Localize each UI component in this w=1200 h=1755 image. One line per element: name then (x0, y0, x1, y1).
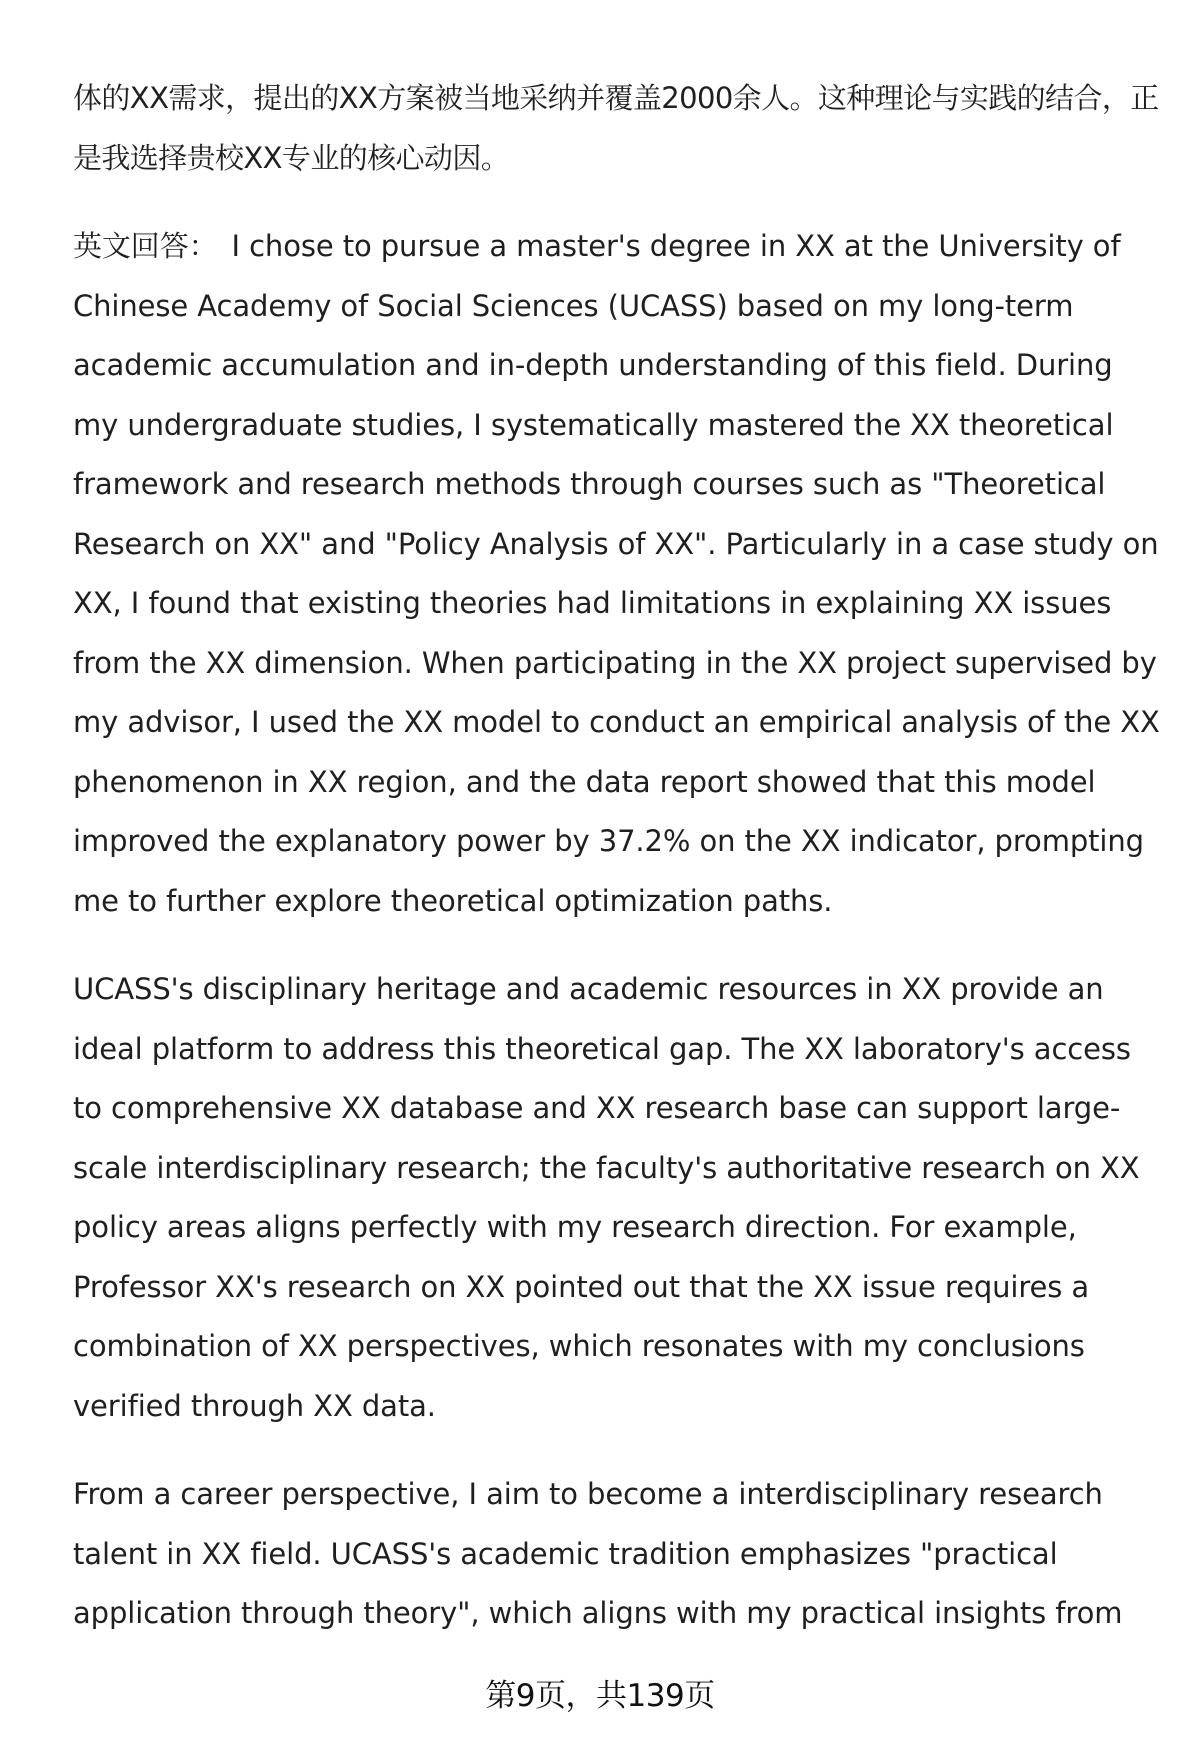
paragraph-4-text: From a career perspective, I aim to become a interdisciplinary research talent in XX field. UCASS's academic tradition emphasizes "practical application through theory", which aligns with my practical insights from (73, 1477, 1123, 1630)
paragraph-3 (73, 960, 1163, 1436)
paragraph-2-lead: 英文回答： (73, 229, 218, 263)
document-body (73, 68, 1163, 1673)
paragraph-1-text: 体的XX需求，提出的XX方案被当地采纳并覆盖2000余人。这种理论与实践的结合，正是我选择贵校XX专业的核心动因。 (73, 81, 1159, 175)
paragraph-2 (73, 217, 1163, 931)
paragraph-1 (73, 68, 1163, 188)
paragraph-3-text: UCASS's disciplinary heritage and academic resources in XX provide an ideal platform to address this theoretical gap. The XX laboratory's access to comprehensive XX database and XX research base can support large-scale interdisciplinary research; the faculty's authoritative research on XX policy areas aligns perfectly with my research direction. For example, Professor XX's research on XX pointed out that the XX issue requires a combination of XX perspectives, which resonates with my conclusions verified through XX data. (73, 972, 1140, 1423)
paragraph-4 (73, 1465, 1163, 1644)
paragraph-2-text: I chose to pursue a master's degree in XX at the University of Chinese Academy of Social Sciences (UCASS) based on my long-term academic accumulation and in-depth understanding of this field. During my undergraduate studies, I systematically mastered the XX theoretical framework and research methods through courses such as "Theoretical Research on XX" and "Policy Analysis of XX". Particularly in a case study on XX, I found that existing theories had limitations in explaining XX issues from the XX dimension. When participating in the XX project supervised by my advisor, I used the XX model to conduct an empirical analysis of the XX phenomenon in XX region, and the data report showed that this model improved the explanatory power by 37.2% on the XX indicator, prompting me to further explore theoretical optimization paths. (73, 229, 1160, 918)
page-number-footer: 第9页，共139页 (485, 1678, 715, 1714)
